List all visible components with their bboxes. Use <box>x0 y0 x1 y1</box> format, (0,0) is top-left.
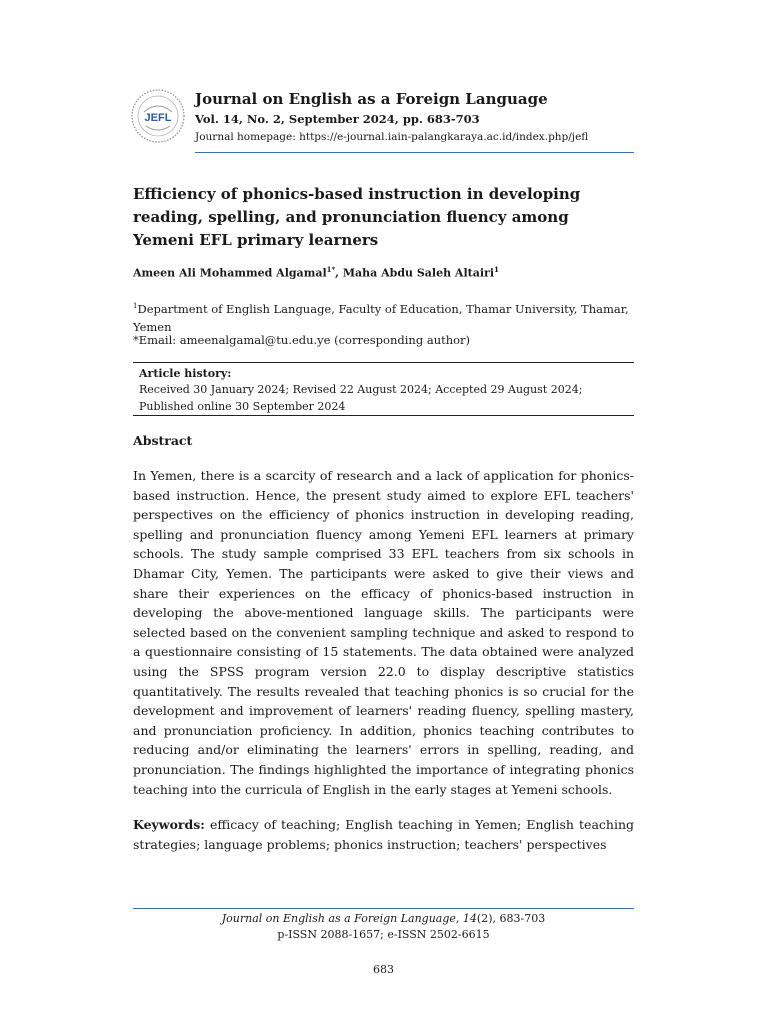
page-number: 683 <box>373 963 394 976</box>
citation-issue: (2), 683-703 <box>476 912 546 925</box>
header-divider <box>195 152 634 153</box>
logo-text: JEFL <box>144 112 172 124</box>
abstract-body: In Yemen, there is a scarcity of research and a lack of application for phonics-based instruction. Hence, the present study aimed to explore EFL teachers' perspectives on the efficiency of phonics instruction in developing reading, spelling and pronunciation fluency among Yemeni EFL learners at primary schools. The study sample comprised 33 EFL teachers from six schools in Dhamar City, Yemen. The participants were asked to give their views and share their experiences on the efficacy of phonics-based instruction in developing the above-mentioned language skills. The participants were selected based on the convenient sampling technique and asked to respond to a questionnaire consisting of 15 statements. The data obtained were analyzed using the SPSS program version 22.0 to display descriptive statistics quantitatively. The results revealed that teaching phonics is so crucial for the development and improvement of learners' reading fluency, spelling mastery, and pronunciation proficiency. In addition, phonics teaching contributes to reducing and/or eliminating the learners' errors in spelling, reading, and pronunciation. The findings highlighted the importance of integrating phonics teaching into the curricula of English in the early stages at Yemeni schools. <box>133 468 634 797</box>
footer-divider <box>133 908 634 909</box>
affiliation <box>133 297 633 336</box>
citation-journal: Journal on English as a Foreign Language, 14 <box>221 912 477 925</box>
footer-issn: p-ISSN 2088-1657; e-ISSN 2502-6615 <box>277 928 490 941</box>
author-name: Ameen Ali Mohammed Algamal <box>133 266 327 280</box>
history-dates: Received 30 January 2024; Revised 22 August 2024; Accepted 29 August 2024; <box>139 383 583 396</box>
footer-citation <box>133 910 634 927</box>
article-history <box>133 362 634 416</box>
author-marks: 1 <box>494 265 499 274</box>
journal-header <box>130 88 634 152</box>
author-separator: , <box>335 266 343 280</box>
history-published: Published online 30 September 2024 <box>139 400 346 413</box>
journal-logo-icon <box>130 88 186 144</box>
keywords <box>133 815 634 854</box>
journal-title: Journal on English as a Foreign Language <box>195 90 548 108</box>
journal-homepage <box>195 131 588 143</box>
keywords-label: Keywords: <box>133 817 205 832</box>
keywords-text: efficacy of teaching; English teaching in Yemen; English teaching strategies; language problems; phonics instruction; teachers' perspectives <box>133 817 634 852</box>
authors <box>133 265 633 280</box>
homepage-label: Journal homepage: <box>195 131 296 143</box>
corresponding-email: *Email: ameenalgamal@tu.edu.ye (corresponding author) <box>133 333 471 347</box>
author-name: Maha Abdu Saleh Altairi <box>342 266 494 280</box>
abstract-heading: Abstract <box>133 433 193 448</box>
paper-title: Efficiency of phonics-based instruction in developing reading, spelling, and pronunciation fluency among Yemeni EFL primary learners <box>133 185 581 249</box>
affiliation-text: Department of English Language, Faculty of Education, Thamar University, Thamar, Yemen <box>133 301 629 334</box>
history-label: Article history: <box>139 367 232 380</box>
journal-volume: Vol. 14, No. 2, September 2024, pp. 683-703 <box>195 112 480 126</box>
author-marks: 1* <box>326 265 336 274</box>
affiliation-mark: 1 <box>133 302 138 310</box>
homepage-link[interactable]: https://e-journal.iain-palangkaraya.ac.id/index.php/jefl <box>299 131 589 143</box>
